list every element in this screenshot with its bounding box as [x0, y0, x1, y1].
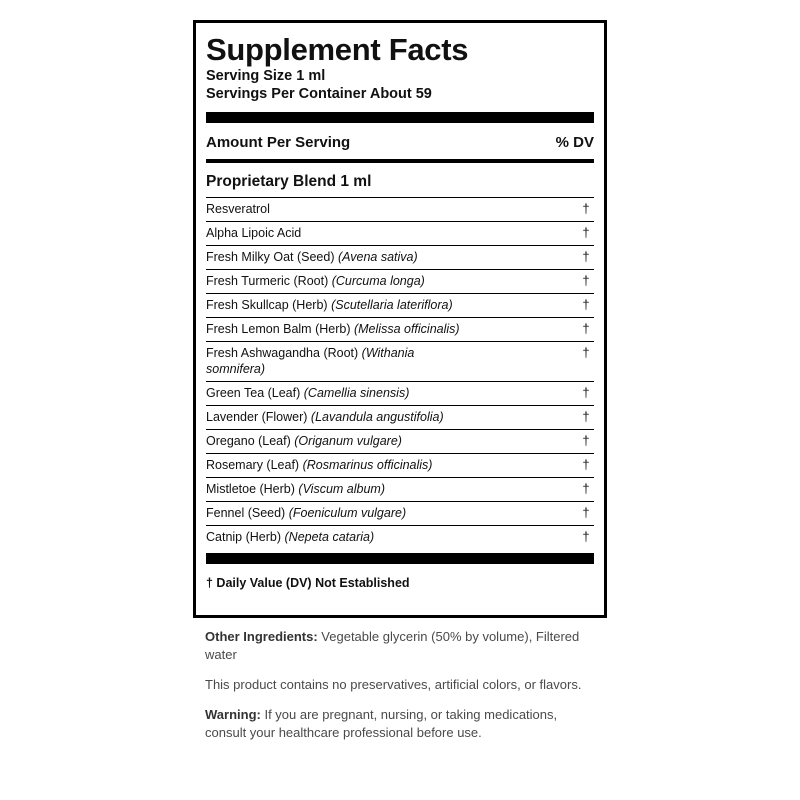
ingredient-name: [206, 249, 578, 265]
panel-title: Supplement Facts: [206, 32, 469, 67]
ingredient-common-name: Fresh Ashwagandha (Root): [206, 346, 359, 360]
ingredient-latin-name: (Scutellaria lateriflora): [331, 298, 453, 312]
ingredient-row: [206, 198, 594, 222]
serving-size: Serving Size 1 ml: [206, 68, 326, 84]
ingredient-row: [206, 318, 594, 342]
amount-per-serving-label: Amount Per Serving: [206, 133, 351, 151]
ingredient-common-name: Resveratrol: [206, 202, 270, 216]
ingredient-latin-name: (Curcuma longa): [331, 274, 425, 288]
ingredient-dv: †: [582, 433, 590, 448]
ingredient-row: [206, 502, 594, 526]
ingredient-common-name: Mistletoe (Herb): [206, 482, 295, 496]
supplement-facts-panel: [193, 20, 607, 618]
ingredient-latin-name: (Viscum album): [298, 482, 386, 496]
ingredient-latin-name: (Camellia sinensis): [303, 386, 410, 400]
ingredient-dv: †: [582, 201, 590, 216]
ingredient-dv: †: [582, 529, 590, 544]
ingredient-name: [206, 409, 578, 425]
other-ingredients-text: Vegetable glycerin (50% by volume), Filtered water: [205, 629, 580, 662]
ingredient-name: [206, 273, 578, 289]
proprietary-blend-title: Proprietary Blend 1 ml: [206, 173, 372, 190]
ingredient-name: [206, 345, 456, 377]
ingredient-dv: †: [582, 249, 590, 264]
ingredient-name: [206, 297, 578, 313]
ingredient-common-name: Catnip (Herb): [206, 530, 282, 544]
ingredient-common-name: Lavender (Flower): [206, 410, 308, 424]
ingredient-common-name: Green Tea (Leaf): [206, 386, 301, 400]
ingredient-row: [206, 526, 594, 550]
ingredient-list: [206, 197, 594, 550]
ingredient-row: [206, 382, 594, 406]
ingredient-name: [206, 481, 578, 497]
ingredient-common-name: Oregano (Leaf): [206, 434, 291, 448]
ingredient-row: [206, 222, 594, 246]
ingredient-row: [206, 270, 594, 294]
preservatives-note: This product contains no preservatives, artificial colors, or flavors.: [205, 677, 582, 692]
ingredient-dv: †: [582, 321, 590, 336]
ingredient-row: [206, 406, 594, 430]
ingredient-dv: †: [582, 297, 590, 312]
ingredient-common-name: Alpha Lipoic Acid: [206, 226, 302, 240]
warning-text: If you are pregnant, nursing, or taking medications, consult your healthcare professional before use.: [205, 707, 558, 740]
ingredient-common-name: Fresh Turmeric (Root): [206, 274, 329, 288]
ingredient-name: [206, 201, 578, 217]
ingredient-row: [206, 454, 594, 478]
ingredient-name: [206, 385, 578, 401]
ingredient-dv: †: [582, 457, 590, 472]
thick-divider-bottom: [206, 553, 594, 564]
ingredient-latin-name: (Avena sativa): [338, 250, 418, 264]
ingredient-dv: †: [582, 409, 590, 424]
ingredient-dv: †: [582, 385, 590, 400]
warning: [205, 706, 600, 742]
ingredient-common-name: Fresh Lemon Balm (Herb): [206, 322, 351, 336]
ingredient-latin-name: (Nepeta cataria): [284, 530, 375, 544]
ingredient-name: [206, 505, 578, 521]
ingredient-latin-name: (Withania somnifera): [206, 346, 415, 376]
ingredient-row: [206, 246, 594, 270]
ingredient-common-name: Rosemary (Leaf): [206, 458, 300, 472]
ingredient-latin-name: (Melissa officinalis): [353, 322, 460, 336]
ingredient-dv: †: [582, 225, 590, 240]
ingredient-name: [206, 225, 578, 241]
ingredient-name: [206, 457, 578, 473]
ingredient-row: [206, 478, 594, 502]
ingredient-dv: †: [582, 505, 590, 520]
supplement-facts-content: [206, 23, 594, 590]
other-ingredients-label: Other Ingredients:: [205, 629, 318, 644]
servings-per-container: Servings Per Container About 59: [206, 86, 432, 102]
thick-divider-top: [206, 112, 594, 123]
ingredient-common-name: Fresh Skullcap (Herb): [206, 298, 328, 312]
ingredient-latin-name: (Origanum vulgare): [294, 434, 402, 448]
ingredient-row: [206, 342, 594, 382]
ingredient-latin-name: (Lavandula angustifolia): [310, 410, 444, 424]
warning-label: Warning:: [205, 707, 261, 722]
label-notes: [205, 628, 600, 754]
dv-header-label: % DV: [555, 133, 594, 151]
amount-header-row: [206, 123, 594, 159]
ingredient-latin-name: (Rosmarinus officinalis): [302, 458, 433, 472]
ingredient-name: [206, 433, 578, 449]
ingredient-row: [206, 294, 594, 318]
ingredient-dv: †: [582, 345, 590, 360]
ingredient-common-name: Fresh Milky Oat (Seed): [206, 250, 335, 264]
ingredient-name: [206, 529, 578, 545]
ingredient-dv: †: [582, 481, 590, 496]
ingredient-latin-name: (Foeniculum vulgare): [288, 506, 407, 520]
ingredient-common-name: Fennel (Seed): [206, 506, 286, 520]
ingredient-name: [206, 321, 578, 337]
ingredient-row: [206, 430, 594, 454]
ingredient-dv: †: [582, 273, 590, 288]
dv-footnote: † Daily Value (DV) Not Established: [206, 576, 410, 590]
other-ingredients: [205, 628, 600, 664]
